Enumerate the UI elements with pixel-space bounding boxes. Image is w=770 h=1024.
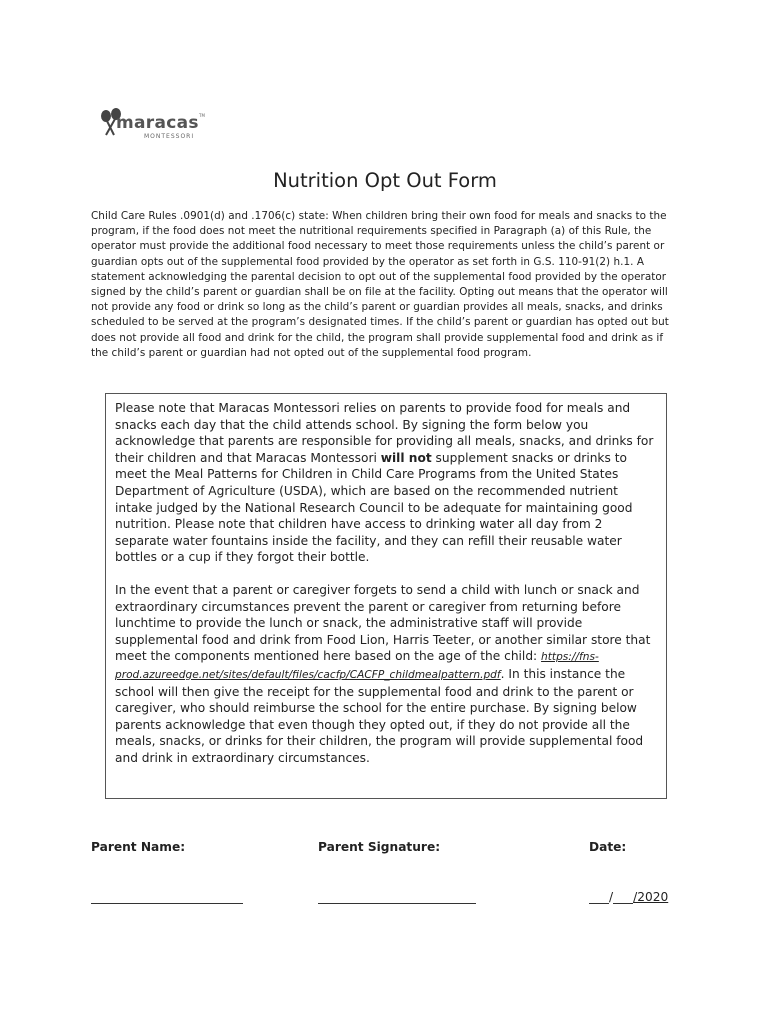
notice-paragraph-1 bbox=[115, 400, 658, 566]
parent-name-label: Parent Name: bbox=[91, 840, 186, 854]
notice-text: In the event that a parent or caregiver forgets to send a child with lunch or snack and extraordinary circumstances prevent the parent or caregiver from returning before lunchtime to provide the lunch or snack, the administrative staff will provide supplemental food and drink from Food Lion, Harris Teeter, or another similar store that meet the components mentioned here based on the age of the child: bbox=[115, 582, 651, 664]
parent-name-blank[interactable] bbox=[91, 891, 243, 904]
child-care-rules-paragraph: Child Care Rules .0901(d) and .1706(c) state: When children bring their own food for meals and snacks to the program, if the food does not meet the nutritional requirements specified in Paragraph (a) of this Rule, the operator must provide the additional food necessary to meet those requirements unless the child’s parent or guardian opts out of the supplemental food provided by the operator as set forth in G.S. 110-91(2) h.1. A statement acknowledging the parental decision to opt out of the supplemental food provided by the operator signed by the child’s parent or guardian shall be on file at the facility. Opting out means that the operator will not provide any food or drink so long as the child’s parent or guardian provides all meals, snacks, and drinks scheduled to be served at the program’s designated times. If the child’s parent or guardian has opted out but does not provide all food and drink for the child, the program shall provide supplemental food and drink as if the child’s parent or guardian had not opted out of the supplemental food program. bbox=[91, 210, 669, 359]
parent-name-field[interactable] bbox=[91, 890, 243, 904]
notice-box bbox=[105, 393, 667, 799]
parent-signature-blank[interactable] bbox=[318, 891, 476, 904]
date-label: Date: bbox=[589, 840, 627, 854]
parent-signature-field[interactable] bbox=[318, 890, 476, 904]
date-day-blank[interactable] bbox=[613, 891, 633, 904]
notice-paragraph-2 bbox=[115, 582, 658, 767]
notice-text: Please note that Maracas Montessori relies on parents to provide food for meals and snacks each day that the child attends school. By signing the form below you acknowledge that parents are responsible for providing all meals, snacks, and drinks for their children and that Maracas Montessori bbox=[115, 401, 654, 465]
logo-trademark: TM bbox=[199, 113, 205, 118]
date-year: /2020 bbox=[633, 890, 669, 904]
date-field[interactable] bbox=[589, 890, 668, 904]
notice-text: supplement snacks or drinks to meet the Meal Patterns for Children in Child Care Programs from the United States Department of Agriculture (USDA), which are based on the recommended nutrient intake judged by the National Research Council to be adequate for maintaining good nutrition. Please note that children have access to drinking water all day from 2 separate water fountains inside the facility, and they can refill their reusable water bottles or a cup if they forgot their bottle. bbox=[115, 450, 633, 565]
parent-signature-label: Parent Signature: bbox=[318, 840, 441, 854]
bold-will-not: will not bbox=[380, 450, 432, 465]
logo-subtitle: MONTESSORI bbox=[144, 133, 195, 140]
date-month-blank[interactable] bbox=[589, 891, 609, 904]
notice-text: . In this instance the school will then give the receipt for the supplemental food and drink to the parent or caregiver, who should reimburse the school for the entire purchase. By signing below parents acknowledge that even though they opted out, if they do not provide all the meals, snacks, or drinks for their children, the program will provide supplemental food and drink in extraordinary circumstances. bbox=[115, 666, 644, 765]
page-title: Nutrition Opt Out Form bbox=[273, 169, 497, 192]
date-separator: / bbox=[609, 890, 614, 904]
logo-wordmark: maracas bbox=[116, 113, 199, 133]
cacfp-meal-pattern-link[interactable]: https://fns-prod.azureedge.net/sites/default/files/cacfp/CACFP_childmealpattern.pdf bbox=[115, 651, 599, 681]
maracas-logo bbox=[98, 108, 213, 144]
